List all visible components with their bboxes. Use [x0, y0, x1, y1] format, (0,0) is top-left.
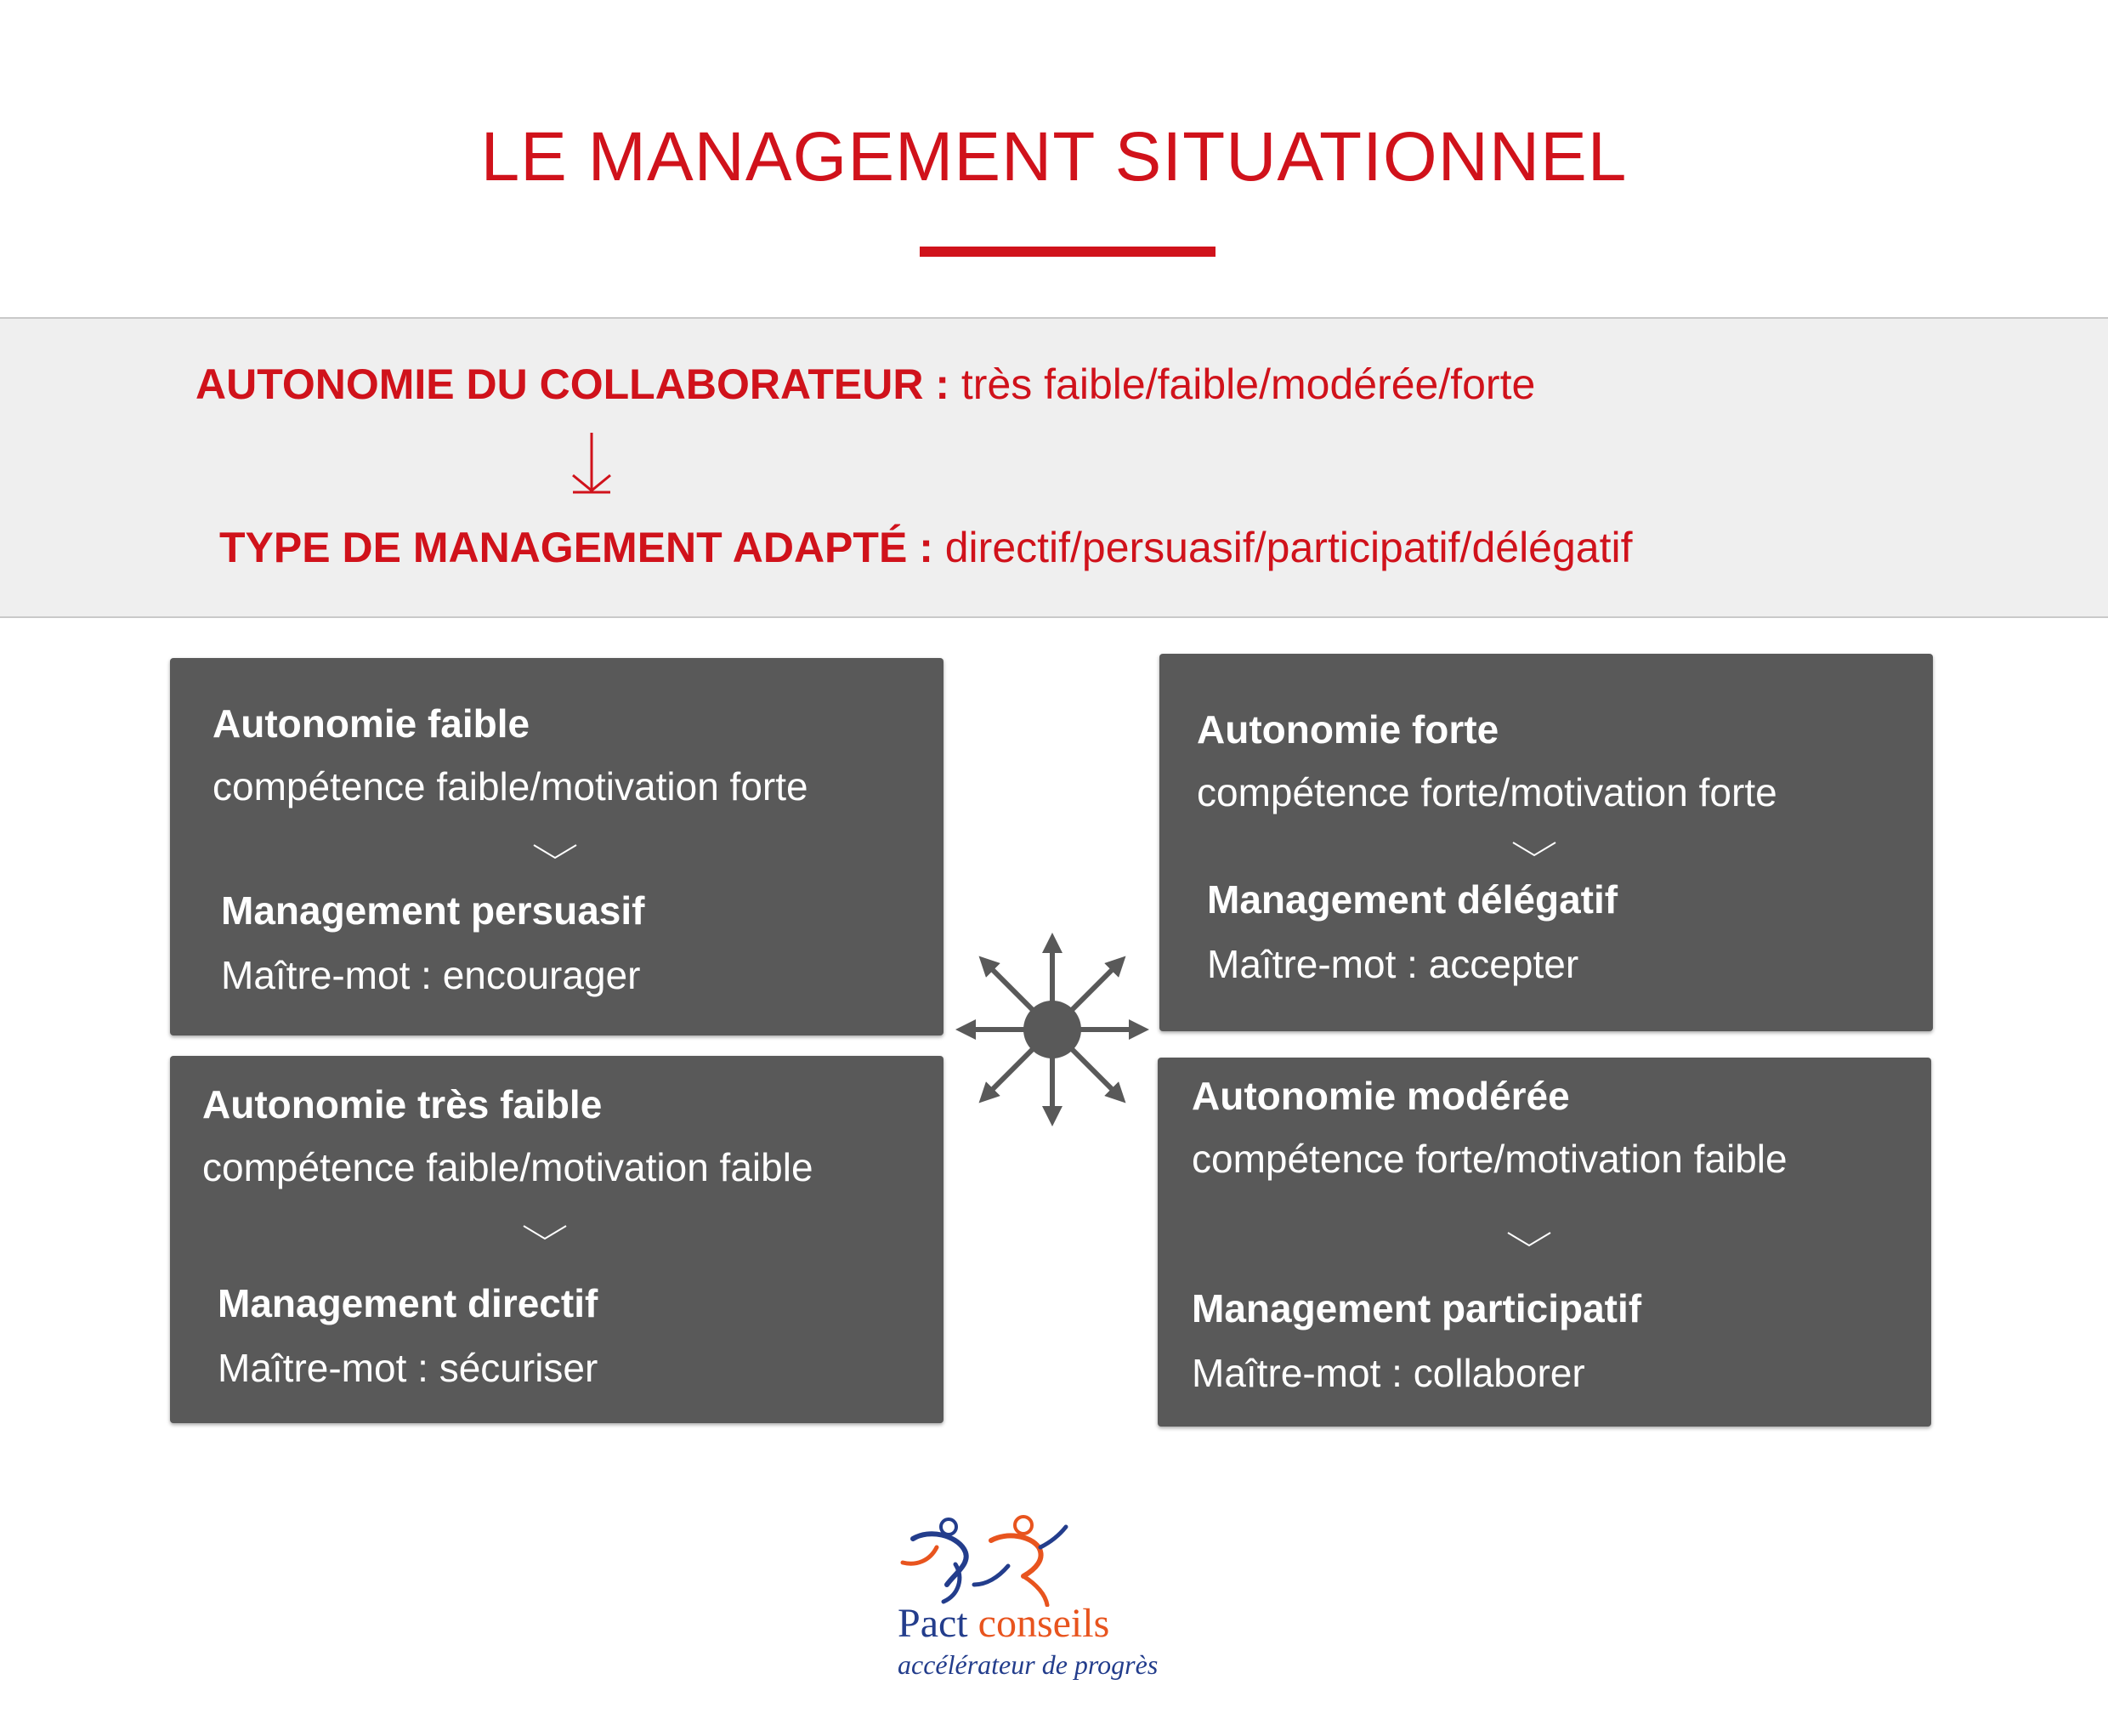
logo-name-pact: Pact — [898, 1601, 968, 1646]
management-heading: Management directif — [218, 1281, 598, 1325]
logo-name-conseils: conseils — [978, 1601, 1110, 1646]
logo-tagline: accélérateur de progrès — [898, 1649, 1159, 1680]
summary-band — [0, 317, 2108, 618]
management-summary-values: directif/persuasif/participatif/délégatif — [944, 524, 1633, 571]
card-top-right — [1159, 654, 1933, 1031]
management-heading: Management persuasif — [221, 888, 645, 933]
down-arrow-icon — [568, 429, 615, 497]
logo-name — [898, 1600, 1109, 1647]
profile-text: compétence faible/motivation forte — [212, 764, 808, 808]
management-summary — [219, 523, 1633, 572]
card-bottom-left — [170, 1056, 944, 1423]
keyword-text: Maître-mot : sécuriser — [218, 1346, 598, 1390]
chevron-down-icon — [1511, 841, 1557, 858]
chevron-down-icon — [522, 1224, 568, 1241]
autonomy-summary-label: AUTONOMIE DU COLLABORATEUR : — [196, 360, 949, 408]
autonomy-heading: Autonomie faible — [212, 701, 530, 746]
page-title: LE MANAGEMENT SITUATIONNEL — [480, 118, 1628, 196]
management-summary-label: TYPE DE MANAGEMENT ADAPTÉ : — [219, 524, 933, 571]
runners-emblem-icon — [896, 1513, 1074, 1607]
autonomy-summary — [196, 360, 1535, 409]
compass-arrows-icon — [955, 933, 1149, 1126]
management-heading: Management délégatif — [1207, 877, 1618, 922]
chevron-down-icon — [532, 843, 578, 860]
profile-text: compétence faible/motivation faible — [202, 1145, 813, 1189]
autonomy-heading: Autonomie très faible — [202, 1082, 603, 1126]
keyword-text: Maître-mot : accepter — [1207, 942, 1579, 986]
autonomy-heading: Autonomie modérée — [1192, 1074, 1570, 1118]
title-underline — [920, 247, 1216, 257]
keyword-text: Maître-mot : encourager — [221, 953, 641, 997]
profile-text: compétence forte/motivation faible — [1192, 1137, 1788, 1181]
chevron-down-icon — [1506, 1231, 1552, 1248]
card-bottom-right — [1158, 1058, 1931, 1427]
pact-conseils-logo — [896, 1513, 1159, 1683]
card-top-left — [170, 658, 944, 1035]
autonomy-summary-values: très faible/faible/modérée/forte — [960, 360, 1536, 408]
keyword-text: Maître-mot : collaborer — [1192, 1351, 1585, 1395]
autonomy-heading: Autonomie forte — [1197, 707, 1499, 752]
profile-text: compétence forte/motivation forte — [1197, 770, 1777, 814]
management-heading: Management participatif — [1192, 1286, 1642, 1330]
